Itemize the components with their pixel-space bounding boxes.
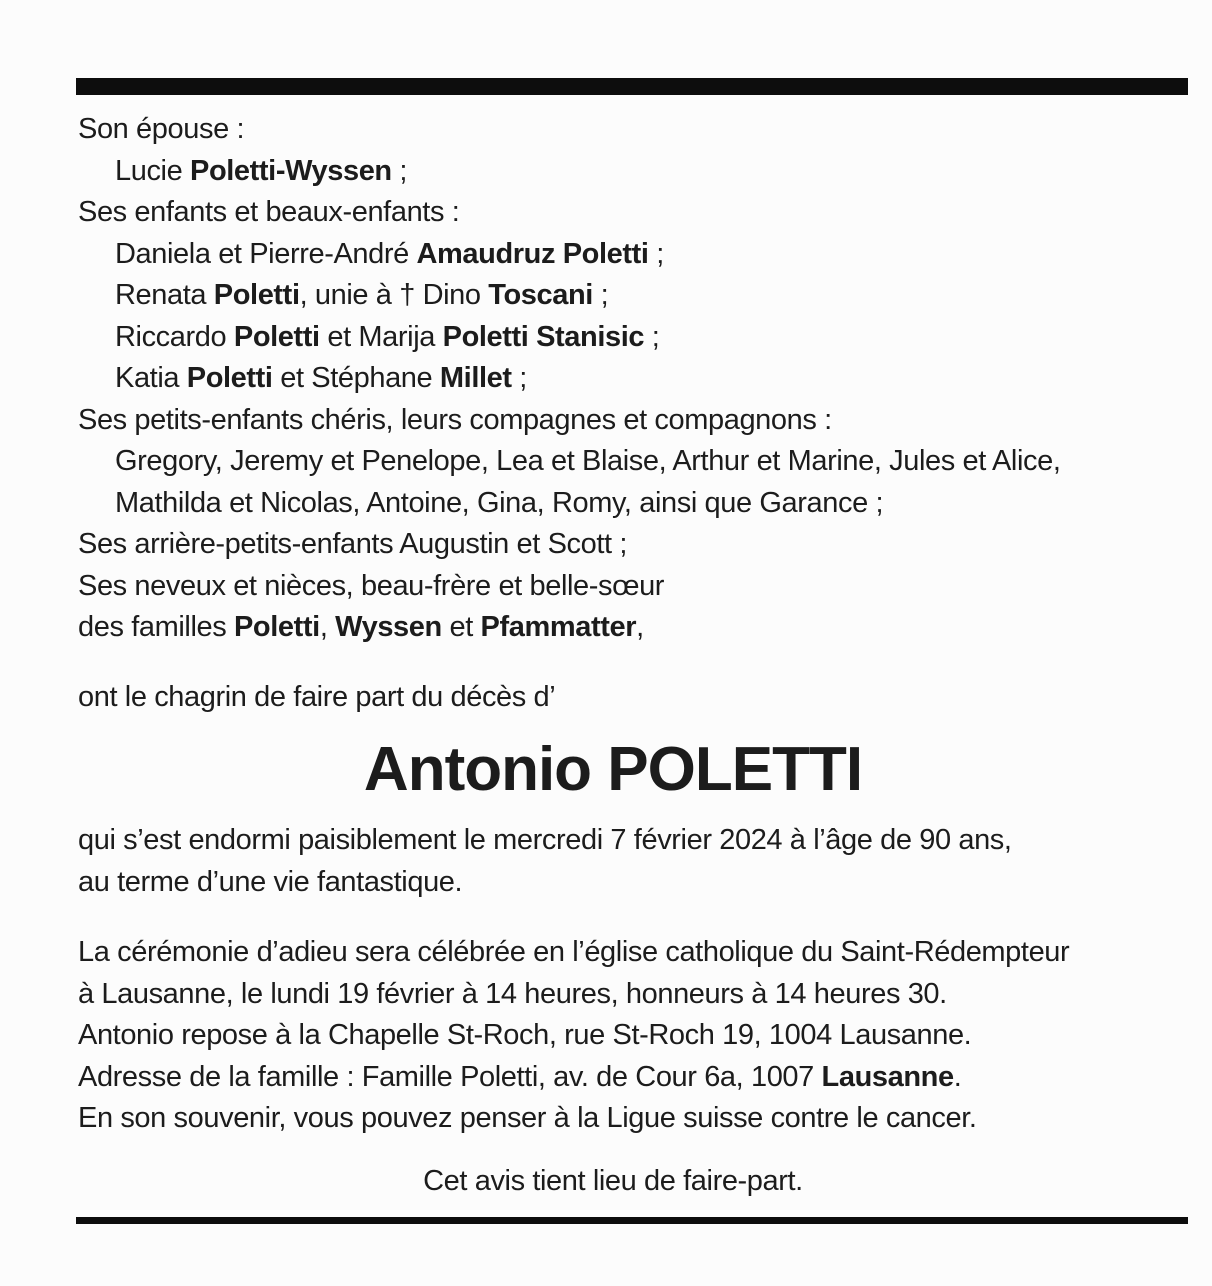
children-label <box>78 192 1148 234</box>
child2-last-name: Poletti <box>213 279 300 311</box>
child2-middle: , unie à † Dino <box>299 279 489 311</box>
grandchildren-line-1 <box>78 441 1148 483</box>
spouse-label-text: Son épouse : <box>78 113 245 145</box>
nephews-nieces-line <box>78 566 1148 608</box>
notice-body <box>78 109 1148 1202</box>
repose-line <box>78 1015 1148 1057</box>
ceremony-text-1: La cérémonie d’adieu sera célébrée en l’église catholique du Saint-Rédempteur <box>78 936 1070 968</box>
families-suffix: , <box>636 611 644 643</box>
spouse-first-name: Lucie <box>115 154 190 187</box>
deceased-name: Antonio POLETTI <box>363 735 863 804</box>
grandchildren-line-2 <box>78 483 1148 525</box>
child-line-1 <box>78 234 1148 276</box>
announcement-text: ont le chagrin de faire part du décès d’ <box>78 680 556 713</box>
spouse-line <box>78 151 1148 193</box>
memorial-line <box>78 1098 1148 1140</box>
death-line-1 <box>78 820 1148 862</box>
family-address-line <box>78 1057 1148 1099</box>
memorial-text: En son souvenir, vous pouvez penser à la Ligue suisse contre le cancer. <box>78 1102 977 1134</box>
family-name-pfammatter: Pfammatter <box>480 611 637 643</box>
spouse-suffix: ; <box>391 154 408 187</box>
families-sep-2: et <box>441 611 481 643</box>
child1-first-names: Daniela et Pierre-André <box>115 237 417 270</box>
child2-first-name: Renata <box>115 279 214 311</box>
top-rule <box>76 78 1188 95</box>
bottom-rule <box>76 1217 1188 1224</box>
spouse-label <box>78 109 1148 151</box>
child4-partner-last-name: Millet <box>439 362 512 394</box>
great-grandchildren-text: Ses arrière-petits-enfants Augustin et Scott ; <box>78 528 627 560</box>
ceremony-text-2: à Lausanne, le lundi 19 février à 14 heures, honneurs à 14 heures 30. <box>78 977 947 1010</box>
child3-partner-last-name: Poletti Stanisic <box>442 320 645 353</box>
child-line-4 <box>78 358 1148 400</box>
family-address-suffix: . <box>953 1060 962 1093</box>
closing-line <box>78 1161 1148 1203</box>
children-label-text: Ses enfants et beaux-enfants : <box>78 196 460 228</box>
child4-first-name: Katia <box>115 362 187 394</box>
family-name-wyssen: Wyssen <box>335 611 442 643</box>
families-prefix: des familles <box>78 611 234 643</box>
child2-suffix: ; <box>592 279 609 311</box>
child1-last-name: Amaudruz Poletti <box>416 237 649 270</box>
grandchildren-names-1: Gregory, Jeremy et Penelope, Lea et Blaise, Arthur et Marine, Jules et Alice, <box>115 445 1061 477</box>
closing-text: Cet avis tient lieu de faire-part. <box>423 1164 803 1197</box>
families-line <box>78 607 1148 649</box>
family-name-poletti: Poletti <box>233 611 320 643</box>
announcement-line <box>78 677 1148 719</box>
child2-partner-last-name: Toscani <box>488 279 593 311</box>
child3-last-name: Poletti <box>233 320 320 353</box>
family-address-city: Lausanne <box>821 1060 954 1093</box>
child4-middle: et Stéphane <box>272 362 440 394</box>
ceremony-line-2 <box>78 974 1148 1016</box>
grandchildren-label <box>78 400 1148 442</box>
child3-first-name: Riccardo <box>115 320 234 353</box>
grandchildren-names-2: Mathilda et Nicolas, Antoine, Gina, Romy, ainsi que Garance ; <box>115 486 884 519</box>
family-address-prefix: Adresse de la famille : Famille Poletti, av. de Cour 6a, 1007 <box>78 1060 822 1093</box>
child4-suffix: ; <box>511 362 527 394</box>
great-grandchildren-line <box>78 524 1148 566</box>
child3-middle: et Marija <box>319 320 443 353</box>
spouse-last-name: Poletti-Wyssen <box>190 154 392 187</box>
child-line-2 <box>78 275 1148 317</box>
ceremony-line-1 <box>78 932 1148 974</box>
families-sep-1: , <box>319 611 336 643</box>
child3-suffix: ; <box>644 320 660 353</box>
death-line-2 <box>78 862 1148 904</box>
child-line-3 <box>78 317 1148 359</box>
nephews-nieces-text: Ses neveux et nièces, beau-frère et belle-sœur <box>78 569 665 602</box>
child4-last-name: Poletti <box>186 362 273 394</box>
death-text-1: qui s’est endormi paisiblement le mercredi 7 février 2024 à l’âge de 90 ans, <box>78 824 1012 856</box>
child1-suffix: ; <box>648 237 664 270</box>
grandchildren-label-text: Ses petits-enfants chéris, leurs compagnes et compagnons : <box>78 403 832 436</box>
repose-text: Antonio repose à la Chapelle St-Roch, rue St-Roch 19, 1004 Lausanne. <box>78 1019 972 1051</box>
death-text-2: au terme d’une vie fantastique. <box>78 865 463 898</box>
